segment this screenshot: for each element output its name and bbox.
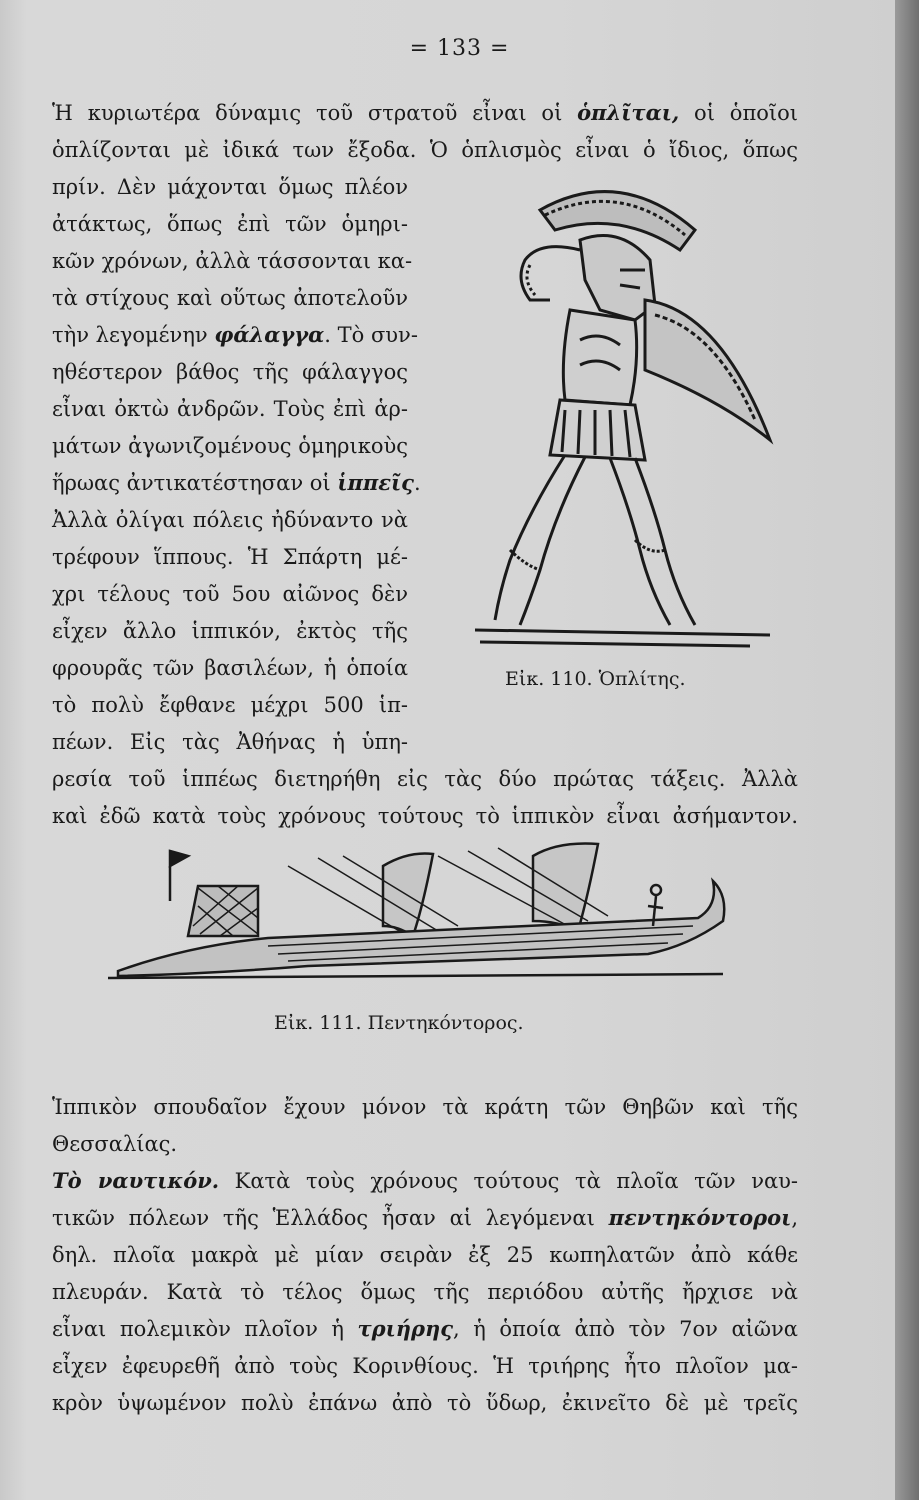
- text-line: [52, 542, 408, 572]
- line-text: εἶχεν ἐφευρεθῆ ἀπὸ τοὺς Κορινθίους. Ἡ τριήρης ἦτο πλοῖον μα-: [52, 1354, 798, 1378]
- line-text: ,: [791, 1206, 798, 1230]
- line-text: οἱ ὁποῖοι: [679, 101, 798, 125]
- line-text: Ἱππικὸν σπουδαῖον ἔχουν μόνον τὰ κράτη τῶν Θηβῶν καὶ τῆς: [52, 1095, 798, 1119]
- page-edge: [895, 0, 919, 1500]
- text-line: [52, 468, 421, 498]
- figure-110-caption: Εἰκ. 110. Ὁπλίτης.: [505, 668, 686, 690]
- line-text: τικῶν πόλεων τῆς Ἑλλάδος ἦσαν αἱ λεγόμεναι: [52, 1206, 609, 1230]
- text-line: [52, 1388, 798, 1418]
- text-line: [52, 764, 798, 794]
- text-line: [52, 320, 418, 350]
- line-text: εἶναι ὀκτὼ ἀνδρῶν. Τοὺς ἐπὶ ἁρ-: [52, 397, 408, 421]
- line-text: κρὸν ὑψωμένον πολὺ ἐπάνω ἀπὸ τὸ ὕδωρ, ἐκινεῖτο δὲ μὲ τρεῖς: [52, 1391, 798, 1415]
- text-line: [52, 1092, 798, 1122]
- line-text: εἶναι πολεμικὸν πλοῖον ἡ: [52, 1317, 358, 1341]
- line-text: πέων. Εἰς τὰς Ἀθήνας ἡ ὑπη-: [52, 730, 408, 754]
- emphasized-term: φάλαγγα: [214, 322, 325, 347]
- figure-111-caption: Εἰκ. 111. Πεντηκόντορος.: [274, 1012, 524, 1034]
- line-text: . Τὸ συν-: [324, 323, 418, 347]
- text-line: [52, 1277, 798, 1307]
- text-line: [52, 1351, 798, 1381]
- text-line: [52, 283, 408, 313]
- text-line: [52, 394, 408, 424]
- page-number: = 133 =: [409, 36, 510, 61]
- text-line: [52, 1314, 798, 1344]
- text-line: [52, 135, 798, 165]
- line-text: καὶ ἐδῶ κατὰ τοὺς χρόνους τούτους τὸ ἱππικὸν εἶναι ἀσήμαντον.: [52, 804, 798, 828]
- text-line: [52, 505, 408, 535]
- line-text: τὴν λεγομένην: [52, 323, 215, 347]
- line-text: εἶχεν ἄλλο ἱππικόν, ἐκτὸς τῆς: [52, 619, 408, 643]
- hoplite-illustration: [470, 170, 790, 660]
- line-text: πλευράν. Κατὰ τὸ τέλος ὅμως τῆς περιόδου αὐτῆς ἤρχισε νὰ: [52, 1280, 798, 1304]
- line-text: τρέφουν ἵππους. Ἡ Σπάρτη μέ-: [52, 545, 408, 569]
- line-text: , ἡ ὁποία ἀπὸ τὸν 7ον αἰῶνα: [453, 1317, 798, 1341]
- line-text: φρουρᾶς τῶν βασιλέων, ἡ ὁποία: [52, 656, 408, 680]
- line-text: τὰ στίχους καὶ οὕτως ἀποτελοῦν: [52, 286, 408, 310]
- line-text: μάτων ἀγωνιζομένους ὁμηρικοὺς: [52, 434, 408, 458]
- line-text: τὸ πολὺ ἔφθανε μέχρι 500 ἱπ-: [52, 693, 408, 717]
- text-line: [52, 653, 408, 683]
- emphasized-term: Τὸ ναυτικόν.: [52, 1168, 220, 1193]
- emphasized-term: τριήρης: [357, 1316, 454, 1341]
- emphasized-term: πεντηκόντοροι: [608, 1205, 792, 1230]
- emphasized-term: ἱππεῖς: [337, 470, 414, 495]
- line-text: δηλ. πλοῖα μακρὰ μὲ μίαν σειρὰν ἐξ 25 κωπηλατῶν ἀπὸ κάθε: [52, 1243, 798, 1267]
- line-text: ρεσία τοῦ ἱππέως διετηρήθη εἰς τὰς δύο πρώτας τάξεις. Ἀλλὰ: [52, 767, 798, 791]
- pentekonter-illustration: [108, 826, 728, 986]
- line-text: ἥρωας ἀντικατέστησαν οἱ: [52, 471, 338, 495]
- text-line: [52, 431, 408, 461]
- line-text: ἀτάκτως, ὅπως ἐπὶ τῶν ὁμηρι-: [52, 212, 408, 236]
- text-line: [52, 1203, 798, 1233]
- text-line: [52, 357, 408, 387]
- text-line: [52, 690, 408, 720]
- line-text: Θεσσαλίας.: [52, 1132, 178, 1156]
- text-line: [52, 246, 413, 276]
- text-line: [52, 1240, 798, 1270]
- line-text: .: [413, 471, 421, 495]
- line-text: χρι τέλους τοῦ 5ου αἰῶνος δὲν: [52, 582, 408, 606]
- line-text: πρίν. Δὲν μάχονται ὅμως πλέον: [52, 175, 408, 199]
- line-text: Ἡ κυριωτέρα δύναμις τοῦ στρατοῦ εἶναι οἱ: [52, 101, 578, 125]
- text-line: [52, 616, 408, 646]
- line-text: κῶν χρόνων, ἀλλὰ τάσσονται κα-: [52, 249, 413, 273]
- line-text: ὁπλίζονται μὲ ἰδικά των ἔξοδα. Ὁ ὁπλισμὸς εἶναι ὁ ἴδιος, ὅπως: [52, 138, 798, 162]
- text-line: [52, 579, 408, 609]
- text-line: [52, 172, 408, 202]
- emphasized-term: ὁπλῖται,: [577, 100, 680, 125]
- text-line: [52, 727, 408, 757]
- line-text: ηθέστερον βάθος τῆς φάλαγγος: [52, 360, 408, 384]
- text-line: [52, 1166, 798, 1196]
- line-text: Ἀλλὰ ὀλίγαι πόλεις ἠδύναντο νὰ: [52, 508, 408, 532]
- line-text: Κατὰ τοὺς χρόνους τούτους τὰ πλοῖα τῶν ναυ-: [219, 1169, 799, 1193]
- text-line: [52, 1129, 798, 1159]
- text-line: [52, 209, 408, 239]
- text-line: [52, 98, 798, 128]
